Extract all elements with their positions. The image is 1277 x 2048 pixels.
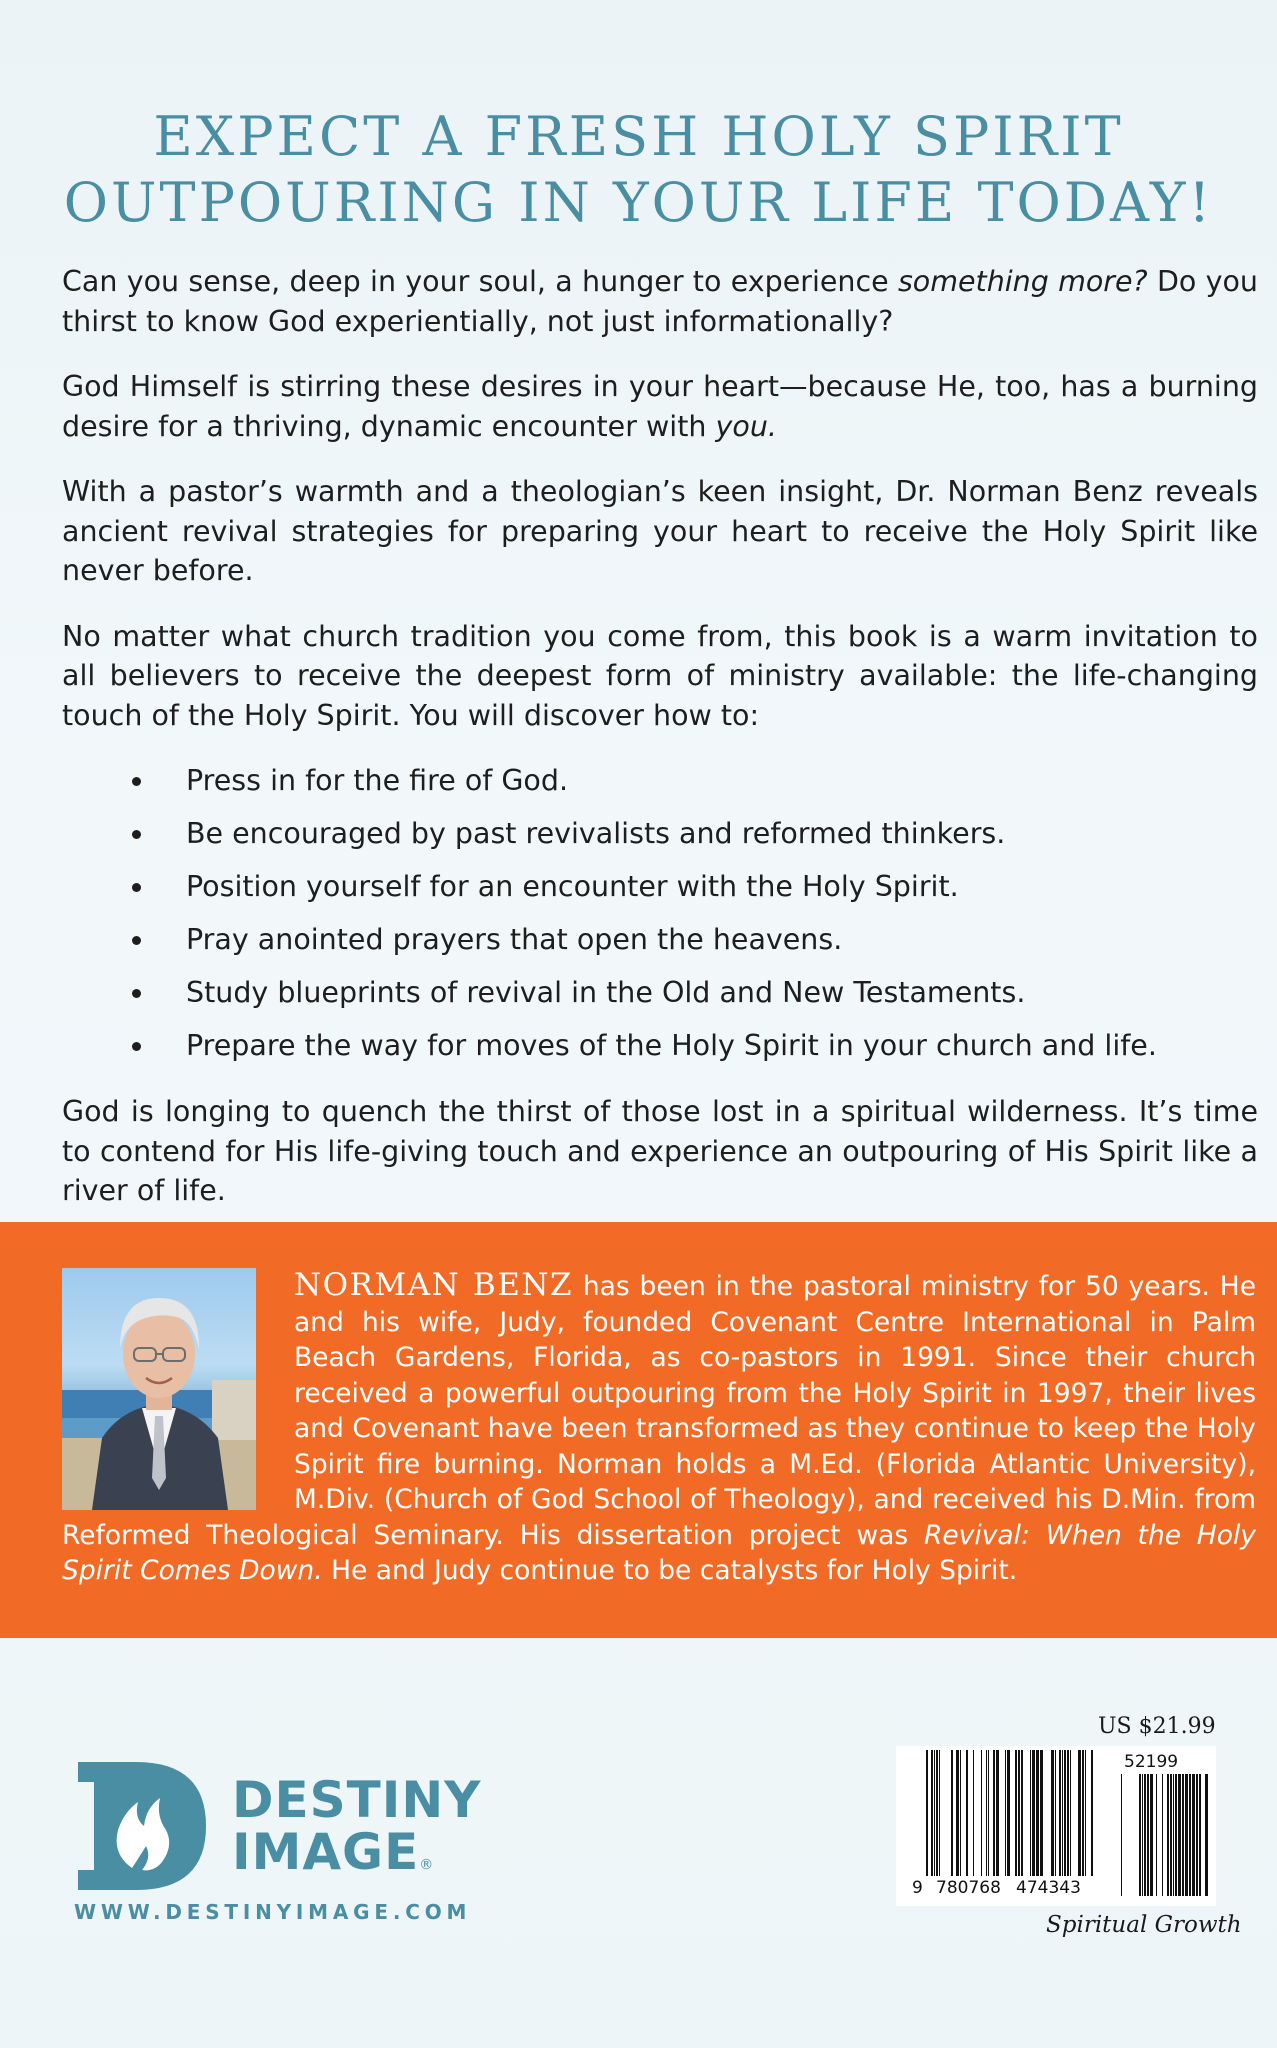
price: US $21.99: [1098, 1714, 1216, 1739]
list-item-text: Be encouraged by past revivalists and reformed thinkers.: [186, 817, 1006, 850]
list-item: [62, 867, 1258, 907]
barcode-bar: [1182, 1774, 1184, 1896]
barcode-bar: [1150, 1774, 1153, 1896]
barcode-bar: [1005, 1750, 1006, 1876]
author-bio: [62, 1268, 1256, 1589]
barcode-bar: [981, 1750, 982, 1876]
bullet-dot-icon: [132, 883, 141, 892]
headline: [0, 104, 1277, 236]
publisher-name-line-2: [232, 1823, 481, 1891]
barcode-bar: [1121, 1774, 1122, 1896]
barcode-bar: [1085, 1750, 1086, 1876]
dissertation-title: Revival: When the Holy Spirit Comes Down.: [62, 1519, 1256, 1586]
barcode-bar: [1156, 1774, 1157, 1896]
book-category: Spiritual Growth: [1046, 1912, 1242, 1938]
publisher-name-line-1: DESTINY: [232, 1771, 482, 1829]
barcode-addon-number: 52199: [1124, 1752, 1179, 1772]
intro-paragraph-3: With a pastor’s warmth and a theologian’s keen insight, Dr. Norman Benz reveals ancient revival strategies for preparing your heart to receive the Holy Spirit like never before.: [62, 475, 1258, 587]
list-item-text: Position yourself for an encounter with the Holy Spirit.: [186, 870, 959, 903]
barcode-bar: [934, 1750, 935, 1876]
barcode-bar: [1055, 1750, 1056, 1876]
barcode-bar: [1091, 1750, 1093, 1876]
intro-p2-emphasis: you.: [715, 409, 777, 443]
list-item-text: Study blueprints of revival in the Old and New Testaments.: [186, 976, 1026, 1009]
barcode-bar: [1162, 1774, 1163, 1896]
barcode-bar: [1142, 1774, 1143, 1896]
barcode-bar: [986, 1750, 987, 1876]
bullet-dot-icon: [132, 989, 141, 998]
list-item: [62, 1026, 1258, 1066]
barcode-bar: [1007, 1750, 1010, 1876]
barcode-bar: [1167, 1774, 1169, 1896]
isbn-group-1: 780768: [936, 1878, 1001, 1898]
barcode: [896, 1746, 1216, 1906]
description: [62, 262, 1258, 1237]
barcode-bar: [1067, 1750, 1069, 1876]
barcode-bar: [1021, 1750, 1023, 1876]
bullet-dot-icon: [132, 777, 141, 786]
barcode-bar: [956, 1750, 959, 1876]
barcode-bar: [1196, 1774, 1198, 1896]
intro-paragraph-1: [62, 262, 1258, 341]
barcode-bar: [1199, 1774, 1201, 1896]
barcode-bar: [1144, 1774, 1146, 1896]
barcode-bar: [1082, 1750, 1084, 1876]
barcode-bar: [1030, 1750, 1031, 1876]
barcode-bar: [1070, 1750, 1071, 1876]
photo-spacer: [62, 1268, 294, 1516]
list-item-text: Press in for the fire of God.: [186, 764, 569, 797]
list-item: [62, 920, 1258, 960]
barcode-bar: [993, 1750, 995, 1876]
isbn-lead-digit: 9: [912, 1878, 923, 1898]
barcode-bar: [931, 1750, 933, 1876]
registered-mark: ®: [419, 1857, 435, 1873]
author-name: NORMAN BENZ: [294, 1267, 573, 1303]
author-bio-body: has been in the pastoral ministry for 50 years. He and his wife, Judy, founded Covenant Centre International in Palm Beach Gardens, Florida, as co-pastors in 1991. Since their church received a powerful outpouring from the Holy Spirit in 1997, their lives and Covenant have been transformed as they continue to keep the Holy Spirit fire burning. Norman holds a M.Ed. (Florida Atlantic University), M.Div. (Church of God School of Theology), and received his D.Min. from Reformed Theological Seminary. His dissertation project was: [62, 1271, 1256, 1551]
bullet-dot-icon: [132, 830, 141, 839]
barcode-bar: [1170, 1774, 1172, 1896]
barcode-bar: [1051, 1750, 1054, 1876]
barcode-bar: [988, 1750, 989, 1876]
bullet-dot-icon: [132, 936, 141, 945]
isbn-group-2: 474343: [1016, 1878, 1081, 1898]
intro-p1-text: Can you sense, deep in your soul, a hunger to experience: [62, 265, 898, 298]
bullet-dot-icon: [132, 1042, 141, 1051]
list-item: [62, 814, 1258, 854]
flame-logo-icon: [72, 1758, 212, 1894]
list-item-text: Prepare the way for moves of the Holy Spirit in your church and life.: [186, 1029, 1157, 1062]
intro-p1-emphasis: something more?: [897, 265, 1148, 298]
barcode-bar: [1173, 1774, 1174, 1896]
barcode-bar: [1189, 1774, 1191, 1896]
barcode-bar: [1175, 1774, 1177, 1896]
intro-p2-text: God Himself is stirring these desires in your heart—because He, too, has a burning desire for a thriving, dynamic encounter with: [62, 370, 1258, 443]
barcode-bar: [960, 1750, 961, 1876]
bullet-list: [62, 761, 1258, 1066]
publisher-website[interactable]: WWW.DESTINYIMAGE.COM: [74, 1900, 472, 1924]
barcode-bar: [996, 1750, 999, 1876]
barcode-bar: [1018, 1750, 1020, 1876]
headline-line-2: OUTPOURING IN YOUR LIFE TODAY!: [63, 171, 1214, 234]
intro-p1-text-end: Do you thirst to know God experientially, not just informationally?: [62, 265, 1258, 338]
closing-paragraph: God is longing to quench the thirst of those lost in a spiritual wilderness. It’s time to contend for His life-giving touch and experience an outpouring of His Spirit like a river of life.: [62, 1095, 1258, 1207]
list-item: [62, 973, 1258, 1013]
barcode-bar: [1147, 1774, 1149, 1896]
barcode-bar: [1036, 1750, 1039, 1876]
author-bio-end: He and Judy continue to be catalysts for Holy Spirit.: [322, 1555, 1018, 1586]
intro-paragraph-4: No matter what church tradition you come from, this book is a warm invitation to all believers to receive the deepest form of ministry available: the life-changing touch of the Holy Spirit. You will discover how to:: [62, 619, 1258, 732]
publisher-name: [232, 1771, 482, 1891]
publisher-name-image: IMAGE: [232, 1823, 420, 1881]
barcode-bar: [1192, 1774, 1195, 1896]
barcode-bar: [939, 1750, 940, 1876]
barcode-bar: [1139, 1774, 1141, 1896]
barcode-bar: [1062, 1750, 1063, 1876]
barcode-bar: [1178, 1774, 1181, 1896]
barcode-bar: [1015, 1750, 1017, 1876]
barcode-bar: [936, 1750, 938, 1876]
list-item-text: Pray anointed prayers that open the heavens.: [186, 923, 843, 956]
barcode-bar: [1032, 1750, 1035, 1876]
headline-line-1: EXPECT A FRESH HOLY SPIRIT: [153, 105, 1124, 168]
barcode-bar: [1205, 1774, 1208, 1896]
barcode-bar: [1185, 1774, 1188, 1896]
barcode-bar: [973, 1750, 974, 1876]
barcode-bar: [966, 1750, 968, 1876]
barcode-bar: [1078, 1750, 1081, 1876]
barcode-bar: [1040, 1750, 1043, 1876]
barcode-bar: [1064, 1750, 1066, 1876]
barcode-bar: [926, 1750, 928, 1876]
barcode-bar: [1059, 1750, 1061, 1876]
intro-paragraph-2: [62, 367, 1258, 446]
barcode-bar: [951, 1750, 953, 1876]
list-item: [62, 761, 1258, 801]
